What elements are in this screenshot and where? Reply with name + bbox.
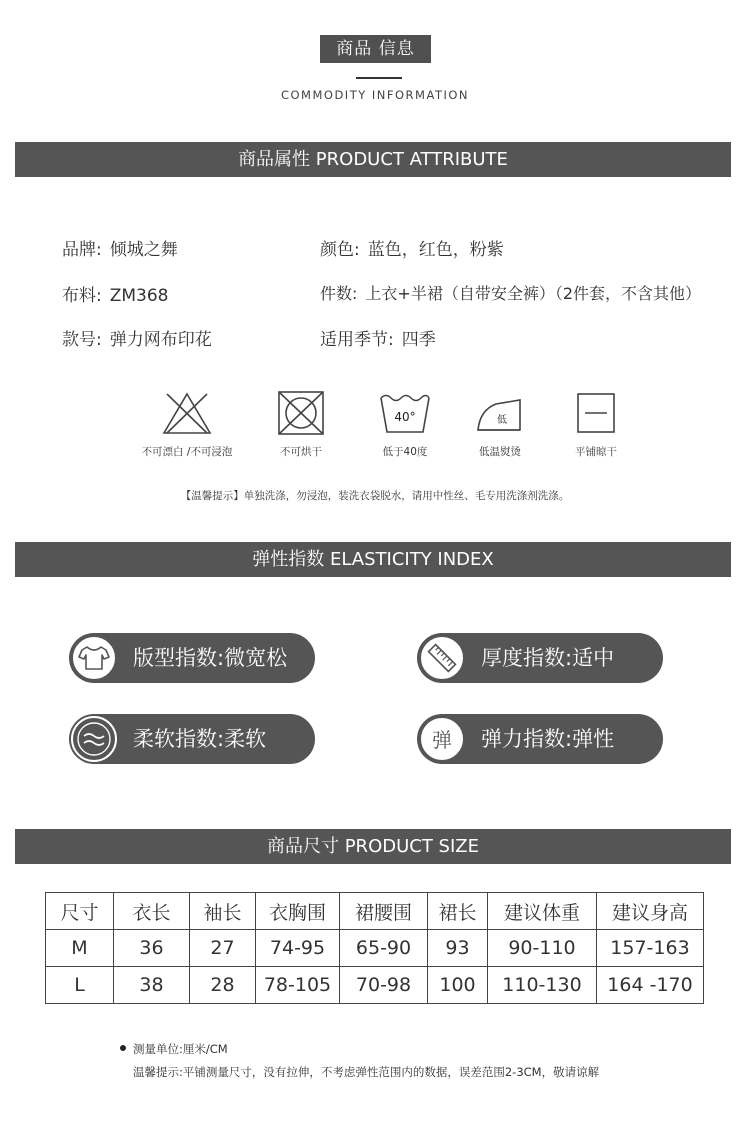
attr-style-label: 款号: [62,330,102,350]
attr-style [62,325,212,350]
care-no-tumble-dry-label: 不可烘干 [280,446,322,458]
attr-style-value: 弹力网布印花 [109,330,212,350]
size-header-cell: 建议身高 [597,893,704,930]
wave-icon [73,718,115,760]
ruler-icon [421,637,463,679]
elasticity-thickness-text: 厚度指数:适中 [481,646,615,670]
elasticity-stretch [417,714,663,764]
size-header-cell: 裙长 [428,893,488,930]
size-cell: 93 [428,930,488,967]
attr-season-label: 适用季节: [320,330,394,350]
dry-flat-icon [570,390,622,436]
size-header-cell: 衣长 [114,893,190,930]
size-header-cell: 袖长 [190,893,256,930]
section-bar-attribute: 商品属性 PRODUCT ATTRIBUTE [15,142,731,177]
attr-fabric [62,281,169,306]
care-no-bleach [132,390,242,459]
no-tumble-dry-icon [275,390,327,436]
wash-40-mark: 40° [394,410,416,424]
elastic-char-icon [421,718,463,760]
size-header-cell: 尺寸 [46,893,114,930]
care-iron-low [445,390,555,459]
attr-brand-label: 品牌: [62,240,102,260]
elasticity-fit-text: 版型指数:微宽松 [133,646,288,670]
header-divider [356,77,402,79]
size-cell: M [46,930,114,967]
header-badge: 商品 信息 [320,35,431,63]
note-unit: 测量单位:厘米/CM [133,1042,228,1056]
attr-pieces [320,281,701,304]
care-wash-40-label: 低于40度 [382,446,428,458]
size-cell: 157-163 [597,930,704,967]
attr-season [320,325,436,350]
attr-fabric-value: ZM368 [109,286,169,306]
attr-brand [62,235,178,260]
size-table-header [46,893,704,930]
table-row [46,930,704,967]
size-cell: 100 [428,967,488,1004]
note-bullet-icon [120,1045,126,1051]
attr-brand-value: 倾城之舞 [109,240,178,260]
size-cell: 164 -170 [597,967,704,1004]
size-cell: 70-98 [340,967,428,1004]
wash-40-icon [377,390,433,436]
no-bleach-icon [161,390,213,436]
size-header-cell: 裙腰围 [340,893,428,930]
size-cell: 90-110 [488,930,597,967]
shirt-icon [73,637,115,679]
care-no-bleach-label: 不可漂白 /不可浸泡 [141,446,233,458]
elastic-char-glyph: 弹 [432,728,452,752]
care-tip: 【温馨提示】单独洗涤，勿浸泡，装洗衣袋脱水，请用中性丝、毛专用洗涤剂洗涤。 [180,490,570,502]
attr-color-label: 颜色: [320,240,360,260]
size-cell: L [46,967,114,1004]
elasticity-softness [69,714,315,764]
care-no-tumble-dry [246,390,356,459]
size-header-cell: 建议体重 [488,893,597,930]
care-dry-flat-label: 平铺晾干 [575,446,617,458]
section-bar-size: 商品尺寸 PRODUCT SIZE [15,829,731,864]
elasticity-stretch-text: 弹力指数:弹性 [481,727,615,751]
attr-color [320,235,504,260]
size-header-cell: 衣胸围 [256,893,340,930]
size-cell: 36 [114,930,190,967]
size-cell: 38 [114,967,190,1004]
care-dry-flat [541,390,651,459]
attr-season-value: 四季 [401,330,436,350]
size-table [45,892,704,1004]
section-bar-elasticity: 弹性指数 ELASTICITY INDEX [15,542,731,577]
size-cell: 78-105 [256,967,340,1004]
note-tip: 温馨提示:平铺测量尺寸，没有拉伸，不考虑弹性范围内的数据，误差范围2-3CM，敬请谅解 [133,1065,600,1079]
elasticity-fit [69,633,315,683]
elasticity-thickness [417,633,663,683]
elasticity-softness-text: 柔软指数:柔软 [133,727,267,751]
attr-color-value: 蓝色，红色，粉紫 [367,240,504,260]
size-cell: 28 [190,967,256,1004]
iron-low-mark: 低 [497,415,507,426]
size-cell: 65-90 [340,930,428,967]
size-cell: 74-95 [256,930,340,967]
attr-pieces-label: 件数: [320,284,358,303]
attr-pieces-value: 上衣+半裙（自带安全裤）（2件套，不含其他） [365,284,701,303]
care-iron-low-label: 低温熨烫 [479,446,521,458]
size-cell: 110-130 [488,967,597,1004]
header-subtitle: COMMODITY INFORMATION [280,88,470,102]
table-row [46,967,704,1004]
care-wash-40 [350,390,460,459]
iron-low-icon [472,390,528,436]
size-cell: 27 [190,930,256,967]
attr-fabric-label: 布料: [62,286,102,306]
